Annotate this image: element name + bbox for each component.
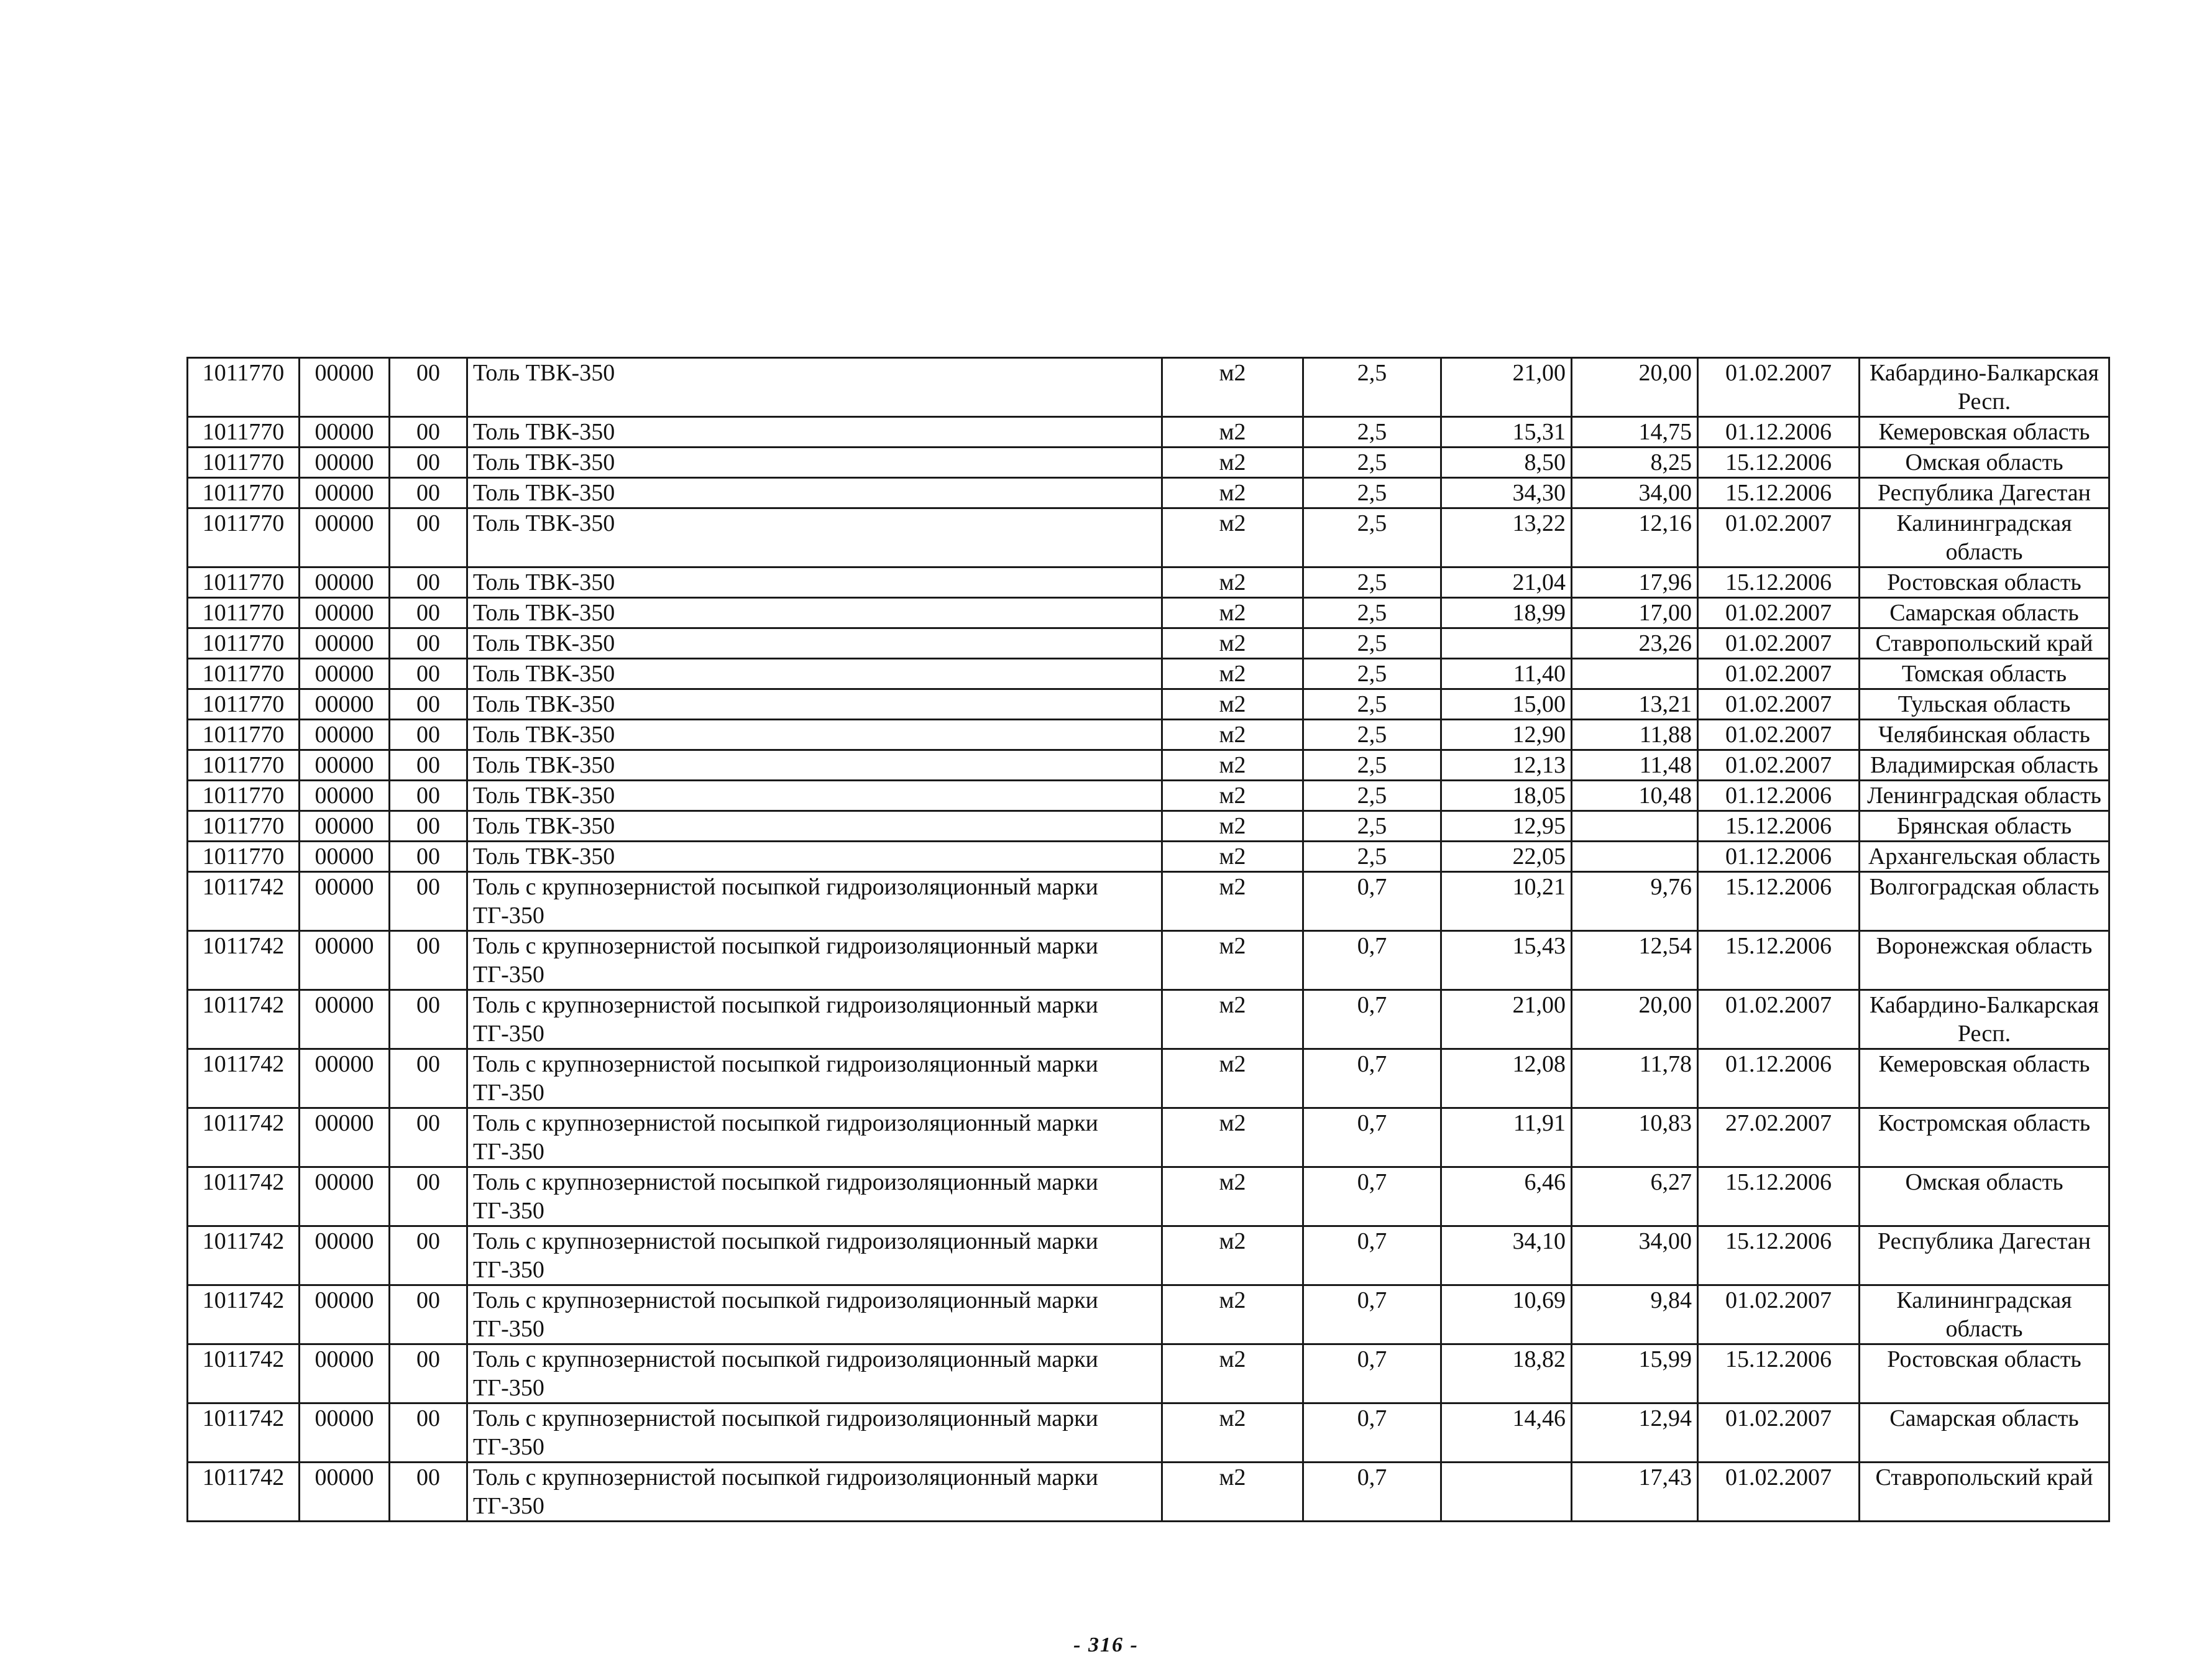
cell-region: Архангельская область [1860,842,2109,872]
table-row [188,1285,2109,1344]
cell-unit: м2 [1162,990,1303,1049]
cell-material-code: 1011770 [188,417,300,448]
cell-price-2: 34,00 [1572,478,1698,508]
cell-quantity: 0,7 [1303,1463,1441,1522]
cell-price-2: 17,96 [1572,567,1698,598]
cell-material-code: 1011770 [188,358,300,417]
cell-suffix: 00 [390,628,467,659]
cell-subcode: 00000 [300,659,390,689]
cell-date: 15.12.2006 [1698,1344,1860,1403]
cell-region: Кемеровская область [1860,417,2109,448]
cell-material-name: Толь ТВК-350 [467,628,1162,659]
cell-material-code: 1011742 [188,1344,300,1403]
cell-price-1 [1441,628,1572,659]
cell-material-code: 1011742 [188,1226,300,1285]
cell-price-2: 15,99 [1572,1344,1698,1403]
cell-subcode: 00000 [300,567,390,598]
cell-material-name: Толь с крупнозернистой посыпкой гидроизоляционный марки ТГ-350 [467,872,1162,931]
cell-price-2: 12,16 [1572,508,1698,567]
cell-subcode: 00000 [300,1226,390,1285]
cell-date: 15.12.2006 [1698,448,1860,478]
cell-material-name: Толь с крупнозернистой посыпкой гидроизоляционный марки ТГ-350 [467,1167,1162,1226]
table-row [188,872,2109,931]
cell-date: 27.02.2007 [1698,1108,1860,1167]
cell-price-1: 18,05 [1441,781,1572,811]
cell-date: 15.12.2006 [1698,478,1860,508]
cell-date: 01.02.2007 [1698,1403,1860,1463]
table-row [188,1049,2109,1108]
table-row [188,842,2109,872]
table-row [188,720,2109,750]
cell-price-1: 21,00 [1441,990,1572,1049]
cell-date: 01.02.2007 [1698,1463,1860,1522]
cell-suffix: 00 [390,842,467,872]
table-row [188,990,2109,1049]
cell-subcode: 00000 [300,508,390,567]
cell-suffix: 00 [390,567,467,598]
cell-date: 01.12.2006 [1698,417,1860,448]
cell-subcode: 00000 [300,1285,390,1344]
cell-price-1: 8,50 [1441,448,1572,478]
cell-material-name: Толь с крупнозернистой посыпкой гидроизоляционный марки ТГ-350 [467,1463,1162,1522]
cell-price-1: 12,08 [1441,1049,1572,1108]
table-row [188,1226,2109,1285]
cell-region: Воронежская область [1860,931,2109,990]
cell-quantity: 2,5 [1303,567,1441,598]
table-row [188,448,2109,478]
cell-unit: м2 [1162,1049,1303,1108]
cell-subcode: 00000 [300,478,390,508]
cell-quantity: 2,5 [1303,842,1441,872]
cell-material-code: 1011770 [188,508,300,567]
cell-price-2: 11,78 [1572,1049,1698,1108]
cell-date: 01.02.2007 [1698,750,1860,781]
table-row [188,358,2109,417]
cell-material-code: 1011770 [188,628,300,659]
cell-price-2: 9,76 [1572,872,1698,931]
cell-unit: м2 [1162,358,1303,417]
cell-date: 15.12.2006 [1698,811,1860,842]
cell-region: Ростовская область [1860,567,2109,598]
cell-material-code: 1011742 [188,1403,300,1463]
cell-price-2: 20,00 [1572,990,1698,1049]
cell-price-2 [1572,811,1698,842]
cell-material-name: Толь ТВК-350 [467,478,1162,508]
cell-region: Кабардино-Балкарская Респ. [1860,358,2109,417]
cell-price-2: 11,88 [1572,720,1698,750]
cell-price-1: 18,82 [1441,1344,1572,1403]
cell-suffix: 00 [390,931,467,990]
cell-unit: м2 [1162,567,1303,598]
cell-material-code: 1011770 [188,720,300,750]
cell-price-1: 10,69 [1441,1285,1572,1344]
table-row [188,508,2109,567]
cell-quantity: 0,7 [1303,931,1441,990]
cell-date: 01.12.2006 [1698,1049,1860,1108]
cell-subcode: 00000 [300,750,390,781]
cell-suffix: 00 [390,781,467,811]
cell-price-1: 12,95 [1441,811,1572,842]
cell-material-code: 1011742 [188,931,300,990]
cell-material-name: Толь с крупнозернистой посыпкой гидроизоляционный марки ТГ-350 [467,1403,1162,1463]
cell-material-name: Толь ТВК-350 [467,567,1162,598]
cell-suffix: 00 [390,990,467,1049]
cell-price-1: 12,90 [1441,720,1572,750]
cell-unit: м2 [1162,689,1303,720]
cell-unit: м2 [1162,1463,1303,1522]
cell-material-code: 1011742 [188,872,300,931]
cell-price-1: 11,40 [1441,659,1572,689]
cell-unit: м2 [1162,1226,1303,1285]
cell-suffix: 00 [390,1463,467,1522]
cell-price-2: 13,21 [1572,689,1698,720]
cell-subcode: 00000 [300,1463,390,1522]
cell-suffix: 00 [390,659,467,689]
cell-material-code: 1011742 [188,1049,300,1108]
cell-unit: м2 [1162,781,1303,811]
cell-quantity: 2,5 [1303,417,1441,448]
cell-subcode: 00000 [300,811,390,842]
cell-region: Омская область [1860,448,2109,478]
table-body [188,358,2109,1522]
cell-price-2: 6,27 [1572,1167,1698,1226]
cell-price-2: 17,00 [1572,598,1698,628]
cell-price-2: 14,75 [1572,417,1698,448]
cell-region: Кемеровская область [1860,1049,2109,1108]
cell-quantity: 2,5 [1303,508,1441,567]
cell-suffix: 00 [390,750,467,781]
cell-suffix: 00 [390,1108,467,1167]
cell-material-name: Толь с крупнозернистой посыпкой гидроизоляционный марки ТГ-350 [467,1049,1162,1108]
cell-price-1: 13,22 [1441,508,1572,567]
cell-unit: м2 [1162,1403,1303,1463]
cell-quantity: 0,7 [1303,1108,1441,1167]
cell-subcode: 00000 [300,598,390,628]
cell-region: Челябинская область [1860,720,2109,750]
table-row [188,1344,2109,1403]
cell-date: 01.02.2007 [1698,659,1860,689]
cell-region: Республика Дагестан [1860,478,2109,508]
cell-subcode: 00000 [300,1403,390,1463]
cell-region: Брянская область [1860,811,2109,842]
cell-suffix: 00 [390,598,467,628]
cell-unit: м2 [1162,417,1303,448]
cell-suffix: 00 [390,478,467,508]
cell-price-1: 18,99 [1441,598,1572,628]
cell-material-code: 1011742 [188,990,300,1049]
table-row [188,931,2109,990]
cell-price-1: 14,46 [1441,1403,1572,1463]
cell-quantity: 2,5 [1303,628,1441,659]
cell-date: 01.02.2007 [1698,1285,1860,1344]
cell-material-name: Толь ТВК-350 [467,842,1162,872]
table-row [188,1463,2109,1522]
table-row [188,417,2109,448]
cell-suffix: 00 [390,1344,467,1403]
cell-price-1: 34,10 [1441,1226,1572,1285]
cell-unit: м2 [1162,659,1303,689]
cell-subcode: 00000 [300,781,390,811]
table-row [188,750,2109,781]
cell-material-code: 1011742 [188,1285,300,1344]
cell-material-name: Толь ТВК-350 [467,448,1162,478]
cell-subcode: 00000 [300,628,390,659]
cell-subcode: 00000 [300,358,390,417]
cell-region: Волгоградская область [1860,872,2109,931]
cell-material-code: 1011770 [188,842,300,872]
cell-region: Кабардино-Балкарская Респ. [1860,990,2109,1049]
cell-date: 15.12.2006 [1698,931,1860,990]
cell-date: 01.02.2007 [1698,598,1860,628]
cell-subcode: 00000 [300,417,390,448]
cell-price-1: 15,43 [1441,931,1572,990]
cell-region: Томская область [1860,659,2109,689]
price-table [186,357,2110,1522]
cell-price-2: 34,00 [1572,1226,1698,1285]
cell-quantity: 2,5 [1303,781,1441,811]
cell-material-name: Толь ТВК-350 [467,417,1162,448]
cell-price-2: 11,48 [1572,750,1698,781]
cell-price-2 [1572,842,1698,872]
cell-date: 15.12.2006 [1698,872,1860,931]
cell-quantity: 0,7 [1303,1403,1441,1463]
table-row [188,628,2109,659]
cell-region: Калининградская область [1860,1285,2109,1344]
table-row [188,781,2109,811]
cell-material-name: Толь ТВК-350 [467,508,1162,567]
cell-region: Омская область [1860,1167,2109,1226]
cell-price-1 [1441,1463,1572,1522]
cell-material-name: Толь с крупнозернистой посыпкой гидроизоляционный марки ТГ-350 [467,1285,1162,1344]
cell-suffix: 00 [390,1226,467,1285]
cell-region: Ленинградская область [1860,781,2109,811]
cell-unit: м2 [1162,811,1303,842]
cell-suffix: 00 [390,508,467,567]
cell-price-2: 20,00 [1572,358,1698,417]
cell-quantity: 2,5 [1303,448,1441,478]
cell-region: Тульская область [1860,689,2109,720]
cell-material-code: 1011742 [188,1167,300,1226]
cell-material-name: Толь с крупнозернистой посыпкой гидроизоляционный марки ТГ-350 [467,1226,1162,1285]
table-row [188,811,2109,842]
cell-region: Республика Дагестан [1860,1226,2109,1285]
table-row [188,567,2109,598]
cell-quantity: 2,5 [1303,720,1441,750]
cell-region: Самарская область [1860,1403,2109,1463]
cell-subcode: 00000 [300,1167,390,1226]
cell-unit: м2 [1162,931,1303,990]
cell-price-1: 10,21 [1441,872,1572,931]
cell-subcode: 00000 [300,931,390,990]
cell-material-name: Толь с крупнозернистой посыпкой гидроизоляционный марки ТГ-350 [467,931,1162,990]
table-row [188,689,2109,720]
cell-material-code: 1011770 [188,811,300,842]
cell-date: 01.12.2006 [1698,781,1860,811]
cell-subcode: 00000 [300,1049,390,1108]
cell-material-name: Толь ТВК-350 [467,659,1162,689]
cell-subcode: 00000 [300,1344,390,1403]
cell-material-name: Толь ТВК-350 [467,689,1162,720]
cell-suffix: 00 [390,1285,467,1344]
table-row [188,1108,2109,1167]
page-number: - 316 - [1073,1633,1139,1656]
cell-suffix: 00 [390,448,467,478]
cell-price-1: 15,00 [1441,689,1572,720]
cell-price-1: 34,30 [1441,478,1572,508]
cell-date: 15.12.2006 [1698,1226,1860,1285]
cell-quantity: 0,7 [1303,1167,1441,1226]
cell-subcode: 00000 [300,842,390,872]
cell-price-2: 10,48 [1572,781,1698,811]
cell-material-code: 1011770 [188,478,300,508]
cell-material-code: 1011770 [188,567,300,598]
cell-suffix: 00 [390,720,467,750]
cell-region: Самарская область [1860,598,2109,628]
cell-price-1: 21,00 [1441,358,1572,417]
cell-price-2: 17,43 [1572,1463,1698,1522]
cell-suffix: 00 [390,417,467,448]
cell-price-1: 15,31 [1441,417,1572,448]
table-row [188,1167,2109,1226]
cell-unit: м2 [1162,508,1303,567]
cell-quantity: 2,5 [1303,478,1441,508]
cell-price-1: 22,05 [1441,842,1572,872]
cell-price-2: 8,25 [1572,448,1698,478]
cell-material-name: Толь ТВК-350 [467,598,1162,628]
table-row [188,598,2109,628]
cell-unit: м2 [1162,598,1303,628]
cell-price-2: 12,94 [1572,1403,1698,1463]
cell-unit: м2 [1162,872,1303,931]
cell-material-name: Толь ТВК-350 [467,750,1162,781]
table-row [188,1403,2109,1463]
cell-unit: м2 [1162,628,1303,659]
cell-unit: м2 [1162,842,1303,872]
cell-unit: м2 [1162,448,1303,478]
cell-suffix: 00 [390,358,467,417]
cell-material-name: Толь ТВК-350 [467,720,1162,750]
cell-date: 01.02.2007 [1698,358,1860,417]
cell-unit: м2 [1162,750,1303,781]
cell-price-1: 21,04 [1441,567,1572,598]
cell-unit: м2 [1162,1167,1303,1226]
cell-quantity: 2,5 [1303,811,1441,842]
cell-price-1: 6,46 [1441,1167,1572,1226]
cell-date: 01.02.2007 [1698,508,1860,567]
cell-quantity: 0,7 [1303,1344,1441,1403]
cell-subcode: 00000 [300,448,390,478]
cell-price-2: 9,84 [1572,1285,1698,1344]
cell-quantity: 0,7 [1303,872,1441,931]
cell-price-2: 23,26 [1572,628,1698,659]
cell-unit: м2 [1162,1344,1303,1403]
cell-material-name: Толь ТВК-350 [467,811,1162,842]
cell-region: Костромская область [1860,1108,2109,1167]
cell-material-code: 1011770 [188,448,300,478]
cell-material-name: Толь ТВК-350 [467,781,1162,811]
cell-quantity: 0,7 [1303,1226,1441,1285]
cell-suffix: 00 [390,689,467,720]
cell-price-2: 12,54 [1572,931,1698,990]
cell-material-code: 1011770 [188,659,300,689]
table-row [188,478,2109,508]
cell-unit: м2 [1162,1285,1303,1344]
cell-material-code: 1011742 [188,1463,300,1522]
cell-subcode: 00000 [300,720,390,750]
cell-region: Ставропольский край [1860,1463,2109,1522]
cell-quantity: 2,5 [1303,750,1441,781]
cell-price-1: 11,91 [1441,1108,1572,1167]
cell-material-name: Толь ТВК-350 [467,358,1162,417]
cell-suffix: 00 [390,811,467,842]
cell-region: Калининградская область [1860,508,2109,567]
cell-price-2: 10,83 [1572,1108,1698,1167]
cell-unit: м2 [1162,720,1303,750]
cell-material-code: 1011770 [188,689,300,720]
cell-quantity: 2,5 [1303,358,1441,417]
cell-date: 01.12.2006 [1698,842,1860,872]
cell-suffix: 00 [390,1403,467,1463]
cell-quantity: 0,7 [1303,1049,1441,1108]
cell-subcode: 00000 [300,990,390,1049]
cell-date: 01.02.2007 [1698,990,1860,1049]
cell-material-code: 1011770 [188,598,300,628]
cell-date: 01.02.2007 [1698,628,1860,659]
cell-date: 01.02.2007 [1698,689,1860,720]
cell-subcode: 00000 [300,872,390,931]
cell-subcode: 00000 [300,689,390,720]
cell-date: 15.12.2006 [1698,1167,1860,1226]
cell-material-code: 1011742 [188,1108,300,1167]
cell-quantity: 2,5 [1303,689,1441,720]
cell-suffix: 00 [390,872,467,931]
cell-suffix: 00 [390,1049,467,1108]
cell-quantity: 2,5 [1303,598,1441,628]
cell-unit: м2 [1162,478,1303,508]
cell-region: Владимирская область [1860,750,2109,781]
cell-quantity: 0,7 [1303,1285,1441,1344]
cell-material-code: 1011770 [188,750,300,781]
cell-date: 01.02.2007 [1698,720,1860,750]
cell-price-1: 12,13 [1441,750,1572,781]
cell-material-name: Толь с крупнозернистой посыпкой гидроизоляционный марки ТГ-350 [467,1344,1162,1403]
cell-material-name: Толь с крупнозернистой посыпкой гидроизоляционный марки ТГ-350 [467,1108,1162,1167]
cell-quantity: 2,5 [1303,659,1441,689]
cell-region: Ростовская область [1860,1344,2109,1403]
cell-material-code: 1011770 [188,781,300,811]
cell-region: Ставропольский край [1860,628,2109,659]
cell-material-name: Толь с крупнозернистой посыпкой гидроизоляционный марки ТГ-350 [467,990,1162,1049]
cell-suffix: 00 [390,1167,467,1226]
cell-subcode: 00000 [300,1108,390,1167]
cell-price-2 [1572,659,1698,689]
cell-unit: м2 [1162,1108,1303,1167]
cell-date: 15.12.2006 [1698,567,1860,598]
table-row [188,659,2109,689]
cell-quantity: 0,7 [1303,990,1441,1049]
